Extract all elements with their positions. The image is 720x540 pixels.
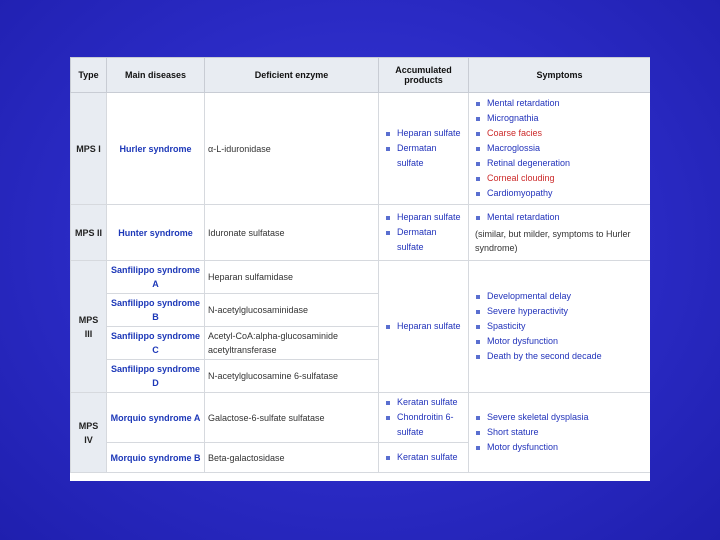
disease-link[interactable]: Sanfilippo syndrome B <box>107 294 205 327</box>
enzyme-cell: Acetyl-CoA:alpha-glucosaminide acetyltransferase <box>205 327 379 360</box>
table-row-mps3a <box>71 261 651 294</box>
header-main-diseases: Main diseases <box>107 58 205 93</box>
disease-link[interactable]: Morquio syndrome A <box>107 393 205 443</box>
disease-link[interactable]: Sanfilippo syndrome C <box>107 327 205 360</box>
symptom-link[interactable]: Mental retardation <box>475 96 647 111</box>
type-cell: MPS II <box>71 205 107 261</box>
symptoms-cell <box>469 205 651 261</box>
enzyme-cell: N-acetylglucosaminidase <box>205 294 379 327</box>
symptoms-cell <box>469 393 651 473</box>
symptom-link[interactable]: Severe hyperactivity <box>475 304 647 319</box>
disease-link[interactable]: Sanfilippo syndrome A <box>107 261 205 294</box>
type-cell: MPS IV <box>71 393 107 473</box>
symptom-note: (similar, but milder, symptoms to Hurler syndrome) <box>475 229 631 253</box>
header-symptoms: Symptoms <box>469 58 651 93</box>
product-link[interactable]: Keratan sulfate <box>385 450 465 465</box>
symptom-link[interactable]: Mental retardation <box>475 210 647 225</box>
product-link[interactable]: Chondroitin 6-sulfate <box>385 410 465 440</box>
disease-link[interactable]: Sanfilippo syndrome D <box>107 360 205 393</box>
enzyme-cell: Galactose-6-sulfate sulfatase <box>205 393 379 443</box>
symptom-link[interactable]: Micrognathia <box>475 111 647 126</box>
products-cell <box>379 93 469 205</box>
products-cell <box>379 261 469 393</box>
header-type: Type <box>71 58 107 93</box>
symptoms-cell <box>469 261 651 393</box>
symptom-link[interactable]: Severe skeletal dysplasia <box>475 410 647 425</box>
product-link[interactable]: Heparan sulfate <box>385 210 465 225</box>
product-link[interactable]: Dermatan sulfate <box>385 141 465 171</box>
disease-link[interactable]: Hunter syndrome <box>107 205 205 261</box>
product-link[interactable]: Heparan sulfate <box>385 319 465 334</box>
mps-table <box>70 57 650 473</box>
enzyme-cell: α-L-iduronidase <box>205 93 379 205</box>
enzyme-cell: N-acetylglucosamine 6-sulfatase <box>205 360 379 393</box>
product-link[interactable]: Dermatan sulfate <box>385 225 465 255</box>
product-link[interactable]: Keratan sulfate <box>385 395 465 410</box>
symptom-link[interactable]: Macroglossia <box>475 141 647 156</box>
table-row-mps4a <box>71 393 651 443</box>
table-row-mps1 <box>71 93 651 205</box>
disease-link[interactable]: Morquio syndrome B <box>107 443 205 473</box>
symptom-link[interactable]: Coarse facies <box>475 126 647 141</box>
products-cell <box>379 205 469 261</box>
disease-link[interactable]: Hurler syndrome <box>107 93 205 205</box>
enzyme-cell: Heparan sulfamidase <box>205 261 379 294</box>
type-cell: MPS III <box>71 261 107 393</box>
header-row <box>71 58 651 93</box>
enzyme-cell: Beta-galactosidase <box>205 443 379 473</box>
products-cell <box>379 443 469 473</box>
symptom-link[interactable]: Motor dysfunction <box>475 440 647 455</box>
type-cell: MPS I <box>71 93 107 205</box>
mps-table-sheet <box>70 57 650 481</box>
enzyme-cell: Iduronate sulfatase <box>205 205 379 261</box>
product-link[interactable]: Heparan sulfate <box>385 126 465 141</box>
header-deficient-enzyme: Deficient enzyme <box>205 58 379 93</box>
symptom-link[interactable]: Motor dysfunction <box>475 334 647 349</box>
symptom-link[interactable]: Short stature <box>475 425 647 440</box>
symptom-link[interactable]: Death by the second decade <box>475 349 647 364</box>
symptom-link[interactable]: Corneal clouding <box>475 171 647 186</box>
symptoms-cell <box>469 93 651 205</box>
header-accumulated-products: Accumulated products <box>379 58 469 93</box>
symptom-link[interactable]: Retinal degeneration <box>475 156 647 171</box>
table-row-mps2 <box>71 205 651 261</box>
symptom-link[interactable]: Developmental delay <box>475 289 647 304</box>
symptom-link[interactable]: Cardiomyopathy <box>475 186 647 201</box>
products-cell <box>379 393 469 443</box>
symptom-link[interactable]: Spasticity <box>475 319 647 334</box>
